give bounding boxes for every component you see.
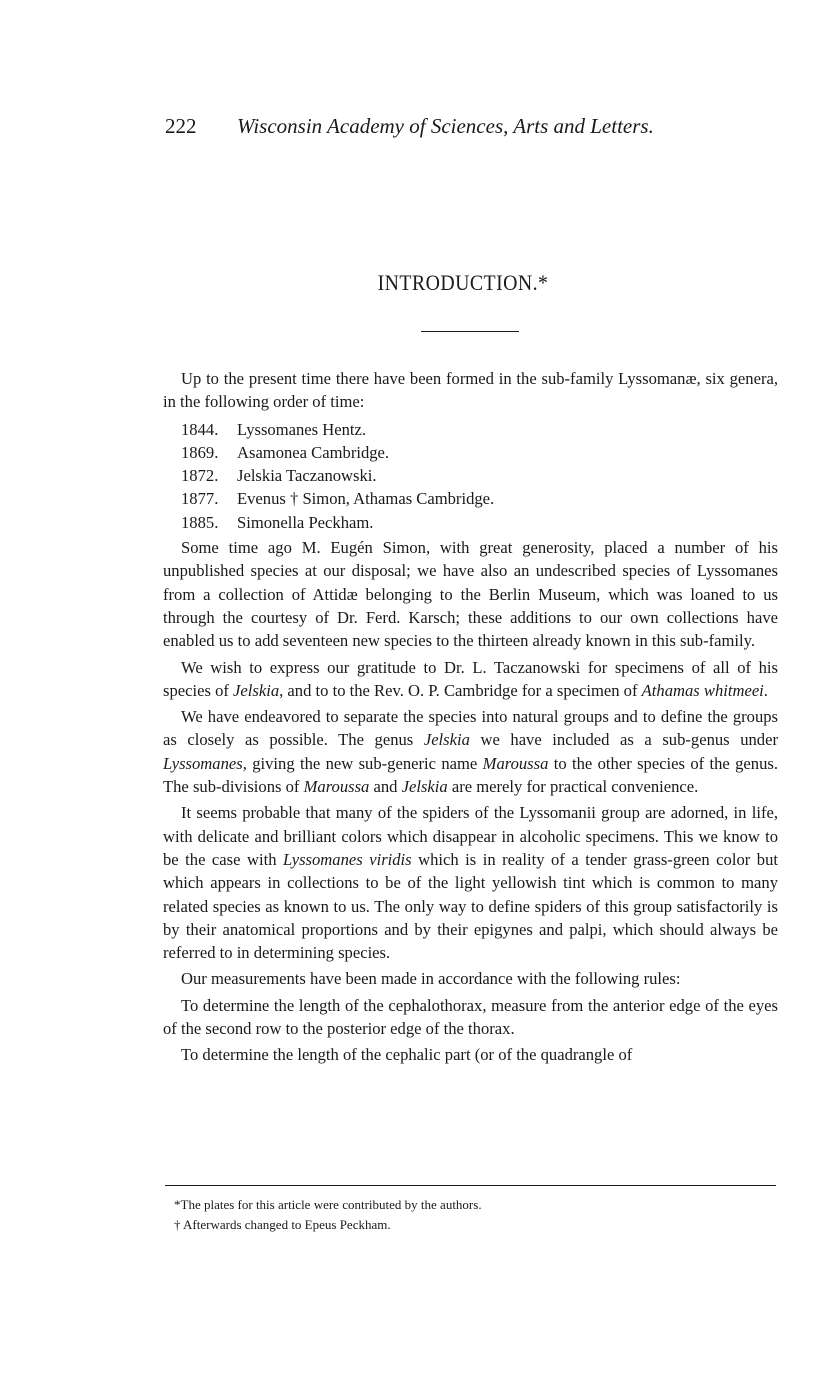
genera-list [163, 418, 778, 534]
footnote-rule [165, 1185, 776, 1186]
list-year: 1869. [181, 442, 219, 462]
body-text [163, 367, 778, 1070]
text-run: . [763, 680, 768, 700]
journal-title: Wisconsin Academy of Sciences, Arts and Letters. [237, 114, 654, 138]
footnotes [174, 1195, 774, 1235]
text-run: We have endeavored to separate the species into natural groups and to define the groups as closely as possible. The genus [163, 707, 778, 750]
text-run: , and to to the Rev. O. P. Cambridge for a specimen of [279, 680, 642, 700]
text-run: which is in reality of a tender grass-green color but which appears in collections to be of the light yellowish tint which is common to many related species as known to us. The only way to define spiders of this group satisfactorily is by their anatomical proportions and by their epigynes and palpi, which should always be referred to in determining species. [163, 849, 778, 963]
list-year: 1885. [181, 512, 219, 532]
list-year: 1872. [181, 466, 219, 486]
genus-name: Lyssomanes [163, 753, 243, 773]
genus-name: Jelskia [401, 777, 448, 797]
list-genus: Evenus † Simon, Athamas Cambridge. [237, 489, 495, 509]
paragraph-colors [163, 801, 778, 964]
list-year: 1844. [181, 419, 219, 439]
text-run: , giving the new sub-generic name [242, 753, 483, 773]
genus-name: Maroussa [303, 777, 370, 797]
text-run: and [369, 777, 402, 797]
text-run: It seems probable that many of the spiders of the Lyssomanii group are adorned, in life, with delicate and brilliant colors which disappear in alcoholic specimens. This we know to be the case with [163, 803, 778, 869]
title-rule [421, 331, 519, 332]
paragraph-cephalic: To determine the length of the cephalic part (or of the quadrangle of [181, 1045, 633, 1065]
species-name: Athamas whitmeei [641, 680, 764, 700]
list-item [163, 418, 778, 441]
list-genus: Asamonea Cambridge. [237, 442, 390, 462]
paragraph-simon: Some time ago M. Eugén Simon, with great generosity, placed a number of his unpublished species at our disposal; we have also an undescribed species of Lyssomanes from a collection of Attidæ belonging to the Berlin Museum, which was loaned to us through the courtesy of Dr. Ferd. Karsch; these additions to our own collections have enabled us to add seventeen new species to the thirteen already known in this sub-family. [163, 538, 778, 651]
list-genus: Lyssomanes Hentz. [237, 419, 367, 439]
species-name: Lyssomanes viridis [283, 849, 412, 869]
genus-name: Jelskia [233, 680, 280, 700]
page-number: 222 [165, 114, 197, 138]
text-run: are merely for practical convenience. [447, 777, 699, 797]
paragraph-gratitude [163, 656, 778, 703]
section-title: INTRODUCTION.* [377, 270, 549, 295]
list-item [163, 511, 778, 534]
genus-name: Jelskia [423, 730, 470, 750]
list-year: 1877. [181, 489, 219, 509]
running-head [165, 112, 725, 140]
paragraph-intro: Up to the present time there have been formed in the sub-family Lyssomanæ, six genera, in the following order of time: [163, 369, 778, 412]
genus-name: Maroussa [482, 753, 549, 773]
paragraph-measurements: Our measurements have been made in accordance with the following rules: [181, 969, 681, 989]
footnote-plates: *The plates for this article were contributed by the authors. [174, 1197, 482, 1212]
paragraph-groups [163, 705, 778, 798]
list-item [163, 441, 778, 464]
paragraph-cephalothorax: To determine the length of the cephalothorax, measure from the anterior edge of the eyes of the second row to the posterior edge of the thorax. [163, 995, 778, 1039]
list-item [163, 487, 778, 510]
list-genus: Simonella Peckham. [237, 512, 374, 532]
text-run: We wish to express our gratitude to Dr. L. Taczanowski for specimens of all of his species of [163, 657, 778, 700]
list-item [163, 464, 778, 487]
footnote-epeus: † Afterwards changed to Epeus Peckham. [174, 1217, 391, 1232]
list-genus: Jelskia Taczanowski. [237, 466, 377, 486]
text-run: we have included as a sub-genus under [469, 730, 778, 750]
text-run: to the other species of the genus. The sub-divisions of [163, 753, 778, 797]
